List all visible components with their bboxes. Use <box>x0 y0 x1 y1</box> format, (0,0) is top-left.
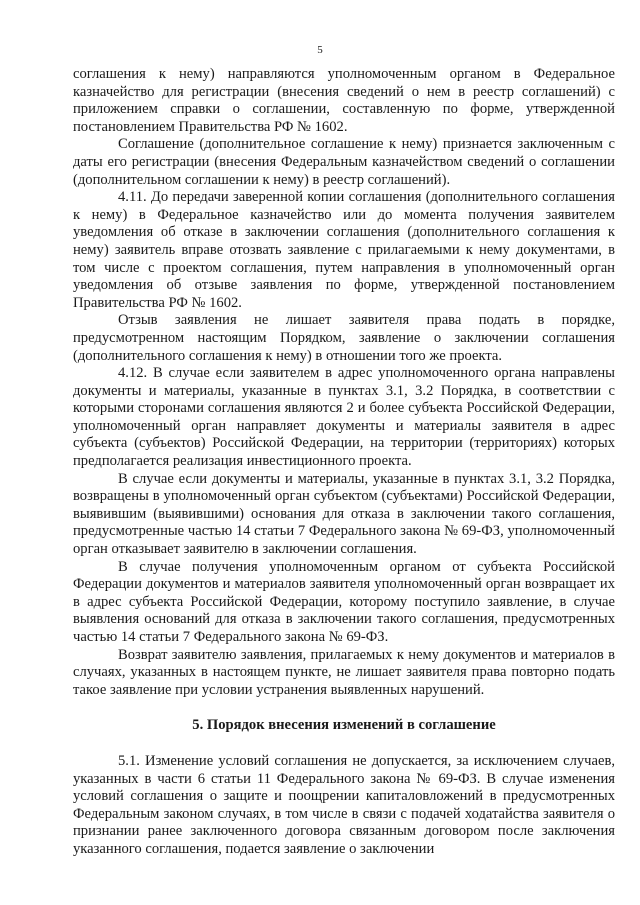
document-body <box>73 66 615 859</box>
paragraph: Соглашение (дополнительное соглашение к нему) признается заключенным с даты его регистрации (внесения Федеральным казначейством сведений о соглашении (дополнительном соглашении к нему) в реестр соглашений). <box>73 136 615 188</box>
paragraph: соглашения к нему) направляются уполномоченным органом в Федеральное казначейство для регистрации (внесения сведений о нем в реестр соглашений) с приложением справки о соглашении, составленную по форме, утвержденной постановлением Правительства РФ № 1602. <box>73 66 615 135</box>
paragraph: Отзыв заявления не лишает заявителя права подать в порядке, предусмотренном настоящим Порядком, заявление о заключении соглашения (дополнительного соглашения к нему) в отношении того же проекта. <box>73 312 615 364</box>
paragraph: 4.11. До передачи заверенной копии соглашения (дополнительного соглашения к нему) в Федеральное казначейство или до момента получения заявителем уведомления об отказе в заключении соглашения (дополнительного соглашения к нему) заявитель вправе отозвать заявление с прилагаемыми к нему документами, в том числе с проектом соглашения, путем направления в уполномоченный орган уведомления об отзыве заявления по форме, утвержденной постановлением Правительства РФ № 1602. <box>73 189 615 311</box>
paragraph: В случае получения уполномоченным органом от субъекта Российской Федерации документов и материалов заявителя уполномоченный орган возвращает их в адрес субъекта Российской Федерации, которому поступило заявление, в случае выявления оснований для отказа в заключении такого соглашения, предусмотренных частью 14 статьи 7 Федерального закона № 69-ФЗ. <box>73 558 615 645</box>
page-number: 5 <box>317 44 323 56</box>
section-heading: 5. Порядок внесения изменений в соглашение <box>192 717 496 734</box>
paragraph: 5.1. Изменение условий соглашения не допускается, за исключением случаев, указанных в части 6 статьи 11 Федерального закона № 69-ФЗ. В случае изменения условий соглашения о защите и поощрении капиталовложений в предусмотренных Федеральным законом случаях, в том числе в связи с подачей ходатайства заявителя о признании ранее заключенного договора связанным договором после заключения указанного соглашения, подается заявление о заключении <box>73 752 615 857</box>
paragraph: Возврат заявителю заявления, прилагаемых к нему документов и материалов в случаях, указанных в настоящем пункте, не лишает заявителя права повторно подать такое заявление при условии устранения выявленных нарушений. <box>73 646 615 698</box>
paragraph: 4.12. В случае если заявителем в адрес уполномоченного органа направлены документы и материалы, указанные в пунктах 3.1, 3.2 Порядка, в соответствии с которыми сторонами соглашения являются 2 и более субъекта Российской Федерации, уполномоченный орган направляет документы и материалы заявителя в адрес субъекта (субъектов) Российской Федерации, на территории (территориях) которых предполагается реализация инвестиционного проекта. <box>73 365 615 470</box>
paragraph: В случае если документы и материалы, указанные в пунктах 3.1, 3.2 Порядка, возвращены в уполномоченный орган субъектом (субъектами) Российской Федерации, выявившим (выявившими) основания для отказа в заключении такого соглашения, предусмотренные частью 14 статьи 7 Федерального закона № 69-ФЗ, уполномоченный орган отказывает заявителю в заключении соглашения. <box>73 470 615 558</box>
